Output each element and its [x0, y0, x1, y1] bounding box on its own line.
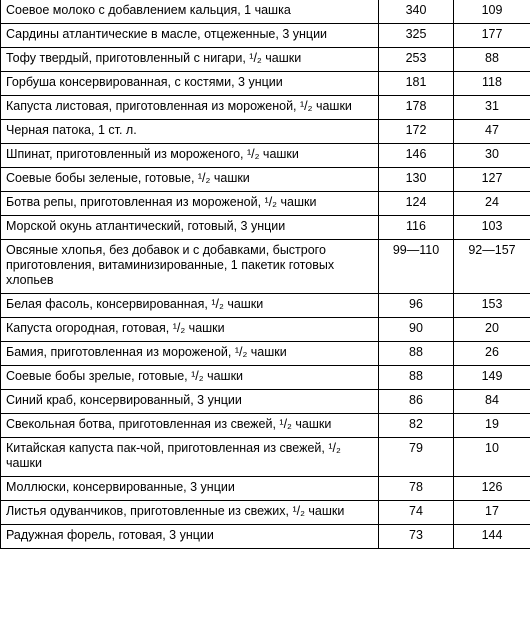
value-b-cell: 144	[454, 525, 530, 549]
value-b-cell: 84	[454, 390, 530, 414]
food-cell: Шпинат, приготовленный из мороженого, ¹/₂ чашки	[1, 144, 379, 168]
table-body	[1, 0, 530, 549]
table-row	[1, 318, 530, 342]
food-cell: Морской окунь атлантический, готовый, 3 унции	[1, 216, 379, 240]
value-a-cell: 79	[379, 438, 454, 477]
food-cell: Горбуша консервированная, с костями, 3 унции	[1, 72, 379, 96]
table-row	[1, 72, 530, 96]
food-cell: Бамия, приготовленная из мороженой, ¹/₂ чашки	[1, 342, 379, 366]
table-row	[1, 96, 530, 120]
food-cell: Листья одуванчиков, приготовленные из свежих, ¹/₂ чашки	[1, 501, 379, 525]
value-a-cell: 88	[379, 342, 454, 366]
table-row	[1, 390, 530, 414]
value-a-cell: 116	[379, 216, 454, 240]
food-cell: Синий краб, консервированный, 3 унции	[1, 390, 379, 414]
table-row	[1, 240, 530, 294]
table-row	[1, 192, 530, 216]
food-cell: Черная патока, 1 ст. л.	[1, 120, 379, 144]
value-a-cell: 78	[379, 477, 454, 501]
value-a-cell: 90	[379, 318, 454, 342]
value-a-cell: 73	[379, 525, 454, 549]
value-b-cell: 26	[454, 342, 530, 366]
value-a-cell: 88	[379, 366, 454, 390]
food-cell: Сардины атлантические в масле, отцеженные, 3 унции	[1, 24, 379, 48]
value-b-cell: 118	[454, 72, 530, 96]
food-cell: Китайская капуста пак-чой, приготовленная из свежей, ¹/₂ чашки	[1, 438, 379, 477]
value-a-cell: 146	[379, 144, 454, 168]
value-b-cell: 20	[454, 318, 530, 342]
value-a-cell: 325	[379, 24, 454, 48]
food-cell: Свекольная ботва, приготовленная из свежей, ¹/₂ чашки	[1, 414, 379, 438]
value-b-cell: 17	[454, 501, 530, 525]
table-row	[1, 120, 530, 144]
table-row	[1, 168, 530, 192]
table-row	[1, 24, 530, 48]
value-a-cell: 86	[379, 390, 454, 414]
value-b-cell: 10	[454, 438, 530, 477]
value-b-cell: 153	[454, 294, 530, 318]
value-b-cell: 177	[454, 24, 530, 48]
value-a-cell: 340	[379, 0, 454, 24]
food-cell: Тофу твердый, приготовленный с нигари, ¹/₂ чашки	[1, 48, 379, 72]
value-a-cell: 130	[379, 168, 454, 192]
table-row	[1, 0, 530, 24]
food-cell: Соевые бобы зеленые, готовые, ¹/₂ чашки	[1, 168, 379, 192]
value-a-cell: 96	[379, 294, 454, 318]
value-b-cell: 31	[454, 96, 530, 120]
value-a-cell: 74	[379, 501, 454, 525]
table-row	[1, 48, 530, 72]
food-cell: Капуста листовая, приготовленная из мороженой, ¹/₂ чашки	[1, 96, 379, 120]
food-cell: Капуста огородная, готовая, ¹/₂ чашки	[1, 318, 379, 342]
value-a-cell: 253	[379, 48, 454, 72]
table-row	[1, 144, 530, 168]
table-row	[1, 366, 530, 390]
table-row	[1, 342, 530, 366]
value-b-cell: 24	[454, 192, 530, 216]
value-b-cell: 127	[454, 168, 530, 192]
food-cell: Соевые бобы зрелые, готовые, ¹/₂ чашки	[1, 366, 379, 390]
value-b-cell: 149	[454, 366, 530, 390]
food-cell: Ботва репы, приготовленная из мороженой, ¹/₂ чашки	[1, 192, 379, 216]
table-row	[1, 216, 530, 240]
value-b-cell: 109	[454, 0, 530, 24]
value-a-cell: 172	[379, 120, 454, 144]
value-a-cell: 99—110	[379, 240, 454, 294]
value-a-cell: 181	[379, 72, 454, 96]
food-cell: Соевое молоко с добавлением кальция, 1 чашка	[1, 0, 379, 24]
value-b-cell: 19	[454, 414, 530, 438]
food-cell: Моллюски, консервированные, 3 унции	[1, 477, 379, 501]
value-b-cell: 92—157	[454, 240, 530, 294]
value-b-cell: 30	[454, 144, 530, 168]
value-a-cell: 178	[379, 96, 454, 120]
value-b-cell: 88	[454, 48, 530, 72]
table-row	[1, 477, 530, 501]
food-cell: Белая фасоль, консервированная, ¹/₂ чашки	[1, 294, 379, 318]
table-row	[1, 438, 530, 477]
food-cell: Радужная форель, готовая, 3 унции	[1, 525, 379, 549]
value-b-cell: 47	[454, 120, 530, 144]
value-a-cell: 124	[379, 192, 454, 216]
value-b-cell: 103	[454, 216, 530, 240]
value-b-cell: 126	[454, 477, 530, 501]
food-cell: Овсяные хлопья, без добавок и с добавками, быстрого приготовления, витаминизированные, 1 пакетик готовых хлопьев	[1, 240, 379, 294]
table-row	[1, 501, 530, 525]
table-row	[1, 294, 530, 318]
table-row	[1, 414, 530, 438]
table-row	[1, 525, 530, 549]
value-a-cell: 82	[379, 414, 454, 438]
